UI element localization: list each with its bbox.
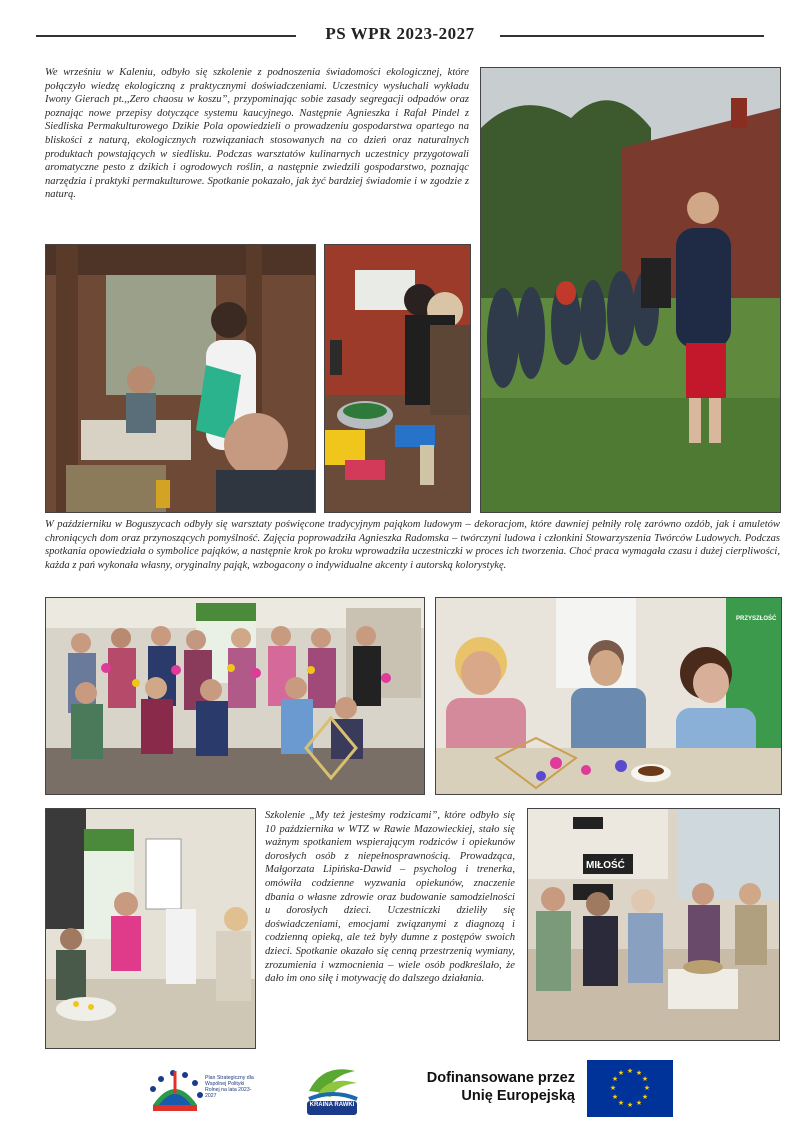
article-paragraph-kalen: We wrześniu w Kaleniu, odbyło się szkolenie z podnoszenia świadomości ekologicznej, które połączyło wiedzę ekologiczną z praktycznymi doświadczeniami. Uczestnicy wysłuchali wykładu Iwony Gierach pt.,,Zero chaosu w koszu”, przypominając sobie zasady segregacji odpadów oraz poznając nowe przepisy dotyczące systemu kaucyjnego. Następnie Agnieszka i Rafał Pindel z Siedliska Permakulturowego Dzikie Pola opowiedzieli o prowadzeniu gospodarstwa opartego na bliskości z naturą, ekologicznych rozwiązaniach stosowanych na co dzień oraz naturalnych produktach powstających w siedlisku. Podczas warsztatów kulinarnych uczestnicy przygotowali aromatyczne pesto z dzikich i ogrodowych roślin, a następnie zwiedzili gospodarstwo, poznając narzędzia i praktyki permakulturowe. Spotkanie pokazało, jak żyć bardziej świadomie i w zgodzie z naturą.	[45, 67, 469, 201]
svg-text:★: ★	[626, 1067, 634, 1075]
svg-text:★: ★	[635, 1069, 643, 1077]
photo-garden-tour	[480, 67, 781, 513]
svg-text:★: ★	[611, 1075, 619, 1083]
kraina-rawki-logo	[303, 1061, 361, 1117]
photo-lounge-discussion	[527, 808, 780, 1041]
psp-emblem-icon	[145, 1063, 205, 1117]
photo-pesto-workshop	[324, 244, 471, 513]
svg-text:★: ★	[635, 1099, 643, 1107]
svg-text:★: ★	[617, 1069, 625, 1077]
article-paragraph-parents: Szkolenie „My też jesteśmy rodzicami”, które odbyło się 10 października w WTZ w Rawie Mazowieckiej, stało się ważnym spotkaniem wspierającym rodziców i opiekunów dorosłych osób z niepełnosprawnością. Prowadząca, Małgorzata Lipińska-Dawid – psycholog i trenerka, omówiła codzienne wyzwania opiekunów, znaczenie dbania o własne zdrowie oraz budowanie samodzielności u dorosłych dzieci. Uczestniczki dzieliły się doświadczeniami, emocjami związanymi z diagnozą i codzienną opieką, ale też były dumne z postępów swoich dzieci. Spotkanie okazało się cenną przestrzenią wymiany, zrozumienia i wzmocnienia – wiele osób podkreślało, że dało im ono siłę i motywację do dalszego działania.	[265, 810, 515, 985]
eu-stars-icon	[587, 1060, 673, 1117]
page-title: PS WPR 2023-2027	[0, 24, 800, 44]
eu-funding-text: Dofinansowane przez Unię Europejską	[426, 1070, 575, 1104]
svg-text:★: ★	[609, 1084, 617, 1092]
svg-text:★: ★	[617, 1099, 625, 1107]
svg-text:★: ★	[641, 1075, 649, 1083]
svg-text:★: ★	[641, 1093, 649, 1101]
banner-text: PRZYSZŁOŚĆ	[736, 616, 777, 622]
photo-lecture-gazebo	[45, 244, 316, 513]
psp-logo	[145, 1063, 260, 1117]
photo-group-spiders	[45, 597, 425, 795]
eu-flag	[587, 1060, 673, 1117]
svg-text:★: ★	[626, 1101, 634, 1109]
photo-training-room	[45, 808, 256, 1049]
article-paragraph-boguszyce: W październiku w Boguszycach odbyły się warsztaty poświęcone tradycyjnym pająkom ludowym – dekoracjom, które dawniej pełniły rolę zarówno ozdób, jak i amuletów chroniących dom oraz przynoszących pomyślność. Zajęcia poprowadziła Agnieszka Radomska – twórczyni ludowa i członkini Stowarzyszenia Twórców Ludowych. Podczas spotkania opowiedziała o symbolice pająków, a następnie krok po kroku wprowadziła uczestniczki w proces ich tworzenia. Choć praca wymagała czasu i dużej cierpliwości, każda z pań wykonała własny, oryginalny pająk, wzbogacony o indywidualne akcenty i autorską kolorystykę.	[45, 519, 780, 571]
photo-spider-making	[435, 597, 782, 795]
kraina-rawki-icon	[303, 1061, 361, 1117]
svg-text:★: ★	[643, 1084, 651, 1092]
love-sign: MIŁOŚĆ	[586, 860, 625, 871]
psp-logo-text: Plan Strategiczny dla Wspólnej Polityki Rolnej na lata 2023-2027	[205, 1075, 254, 1099]
svg-text:★: ★	[611, 1093, 619, 1101]
kraina-logo-text: KRAINA RAWKI	[309, 1102, 355, 1108]
